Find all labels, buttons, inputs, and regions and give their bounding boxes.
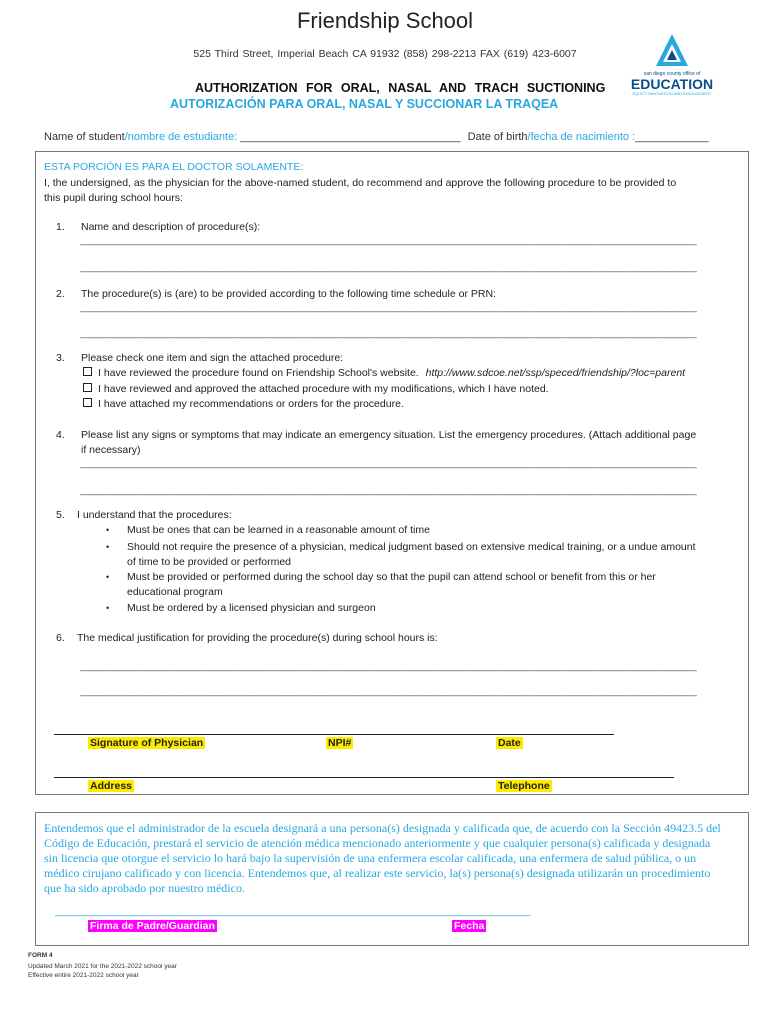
title-spanish: AUTORIZACIÓN PARA ORAL, NASAL Y SUCCIONAR LA TRAQEA [170, 97, 559, 111]
item-4-text-1: Please list any signs or symptoms that may indicate an emergency situation. List the emergency procedures. (Attach additional page [81, 429, 697, 441]
address-label: Address [90, 780, 133, 792]
item-5-bullet-1: Must be ones that can be learned in a reasonable amount of time [127, 524, 430, 536]
checkbox-icon[interactable] [83, 383, 92, 392]
parent-signature-line[interactable]: ________________________________________________________________________________________________________ [55, 906, 530, 917]
item-3-option-3[interactable]: I have attached my recommendations or orders for the procedure. [83, 398, 404, 410]
item-1-text: Name and description of procedure(s): [81, 221, 261, 233]
item-4-field-a[interactable]: _______________________________________________________________________________________________________________________________________ [80, 458, 696, 469]
physician-section [35, 151, 749, 795]
item-2-field-b[interactable]: _______________________________________________________________________________________________________________________________________ [80, 328, 696, 339]
item-5-bullet-3b: educational program [127, 586, 223, 598]
bullet: • [106, 525, 110, 535]
date-label: Date [498, 737, 521, 749]
school-address: 525 Third Street, Imperial Beach CA 91932 (858) 298-2213 FAX (619) 423-6007 [193, 48, 577, 60]
item-3-option-2[interactable]: I have reviewed and approved the attached procedure with my modifications, which I have noted. [83, 383, 549, 395]
item-2-text: The procedure(s) is (are) to be provided according to the following time schedule or PRN: [81, 288, 496, 300]
form-number: FORM 4 [28, 952, 53, 959]
school-name: Friendship School [296, 8, 474, 33]
item-6-field-b[interactable]: _______________________________________________________________________________________________________________________________________ [80, 686, 696, 697]
logo-top-text: san diego county office of [643, 71, 701, 77]
item-1-field-b[interactable]: _______________________________________________________________________________________________________________________________________ [80, 262, 696, 273]
student-info-line [44, 131, 709, 143]
logo-main-text: EDUCATION [630, 76, 714, 92]
physician-intro-line2: this pupil during school hours: [44, 192, 183, 204]
procedure-url[interactable]: http://www.sdcoe.net/ssp/speced/friendship/?loc=parent [425, 367, 686, 379]
firma-label: Firma de Padre/Guardian [90, 920, 215, 932]
item-2-field-a[interactable]: _______________________________________________________________________________________________________________________________________ [80, 302, 696, 313]
item-4-field-b[interactable]: _______________________________________________________________________________________________________________________________________ [80, 485, 696, 496]
dob-label-es: /fecha de nacimiento : [527, 131, 636, 143]
updated-note: Updated March 2021 for the 2021-2022 school year [28, 963, 177, 970]
physician-signature-line[interactable] [54, 734, 614, 735]
student-name-field[interactable]: ____________________________________ [237, 131, 461, 143]
address-line[interactable] [54, 777, 674, 778]
item-3-number: 3. [56, 352, 65, 364]
item-5-bullet-2a: Should not require the presence of a physician, medical judgment based on extensive medical training, or a undue amount [127, 541, 696, 553]
fecha-label: Fecha [454, 920, 485, 932]
parent-statement-es: Entendemos que el administrador de la escuela designará a una persona(s) designada y calificada que, de acuerdo con la Sección 49423.5 del Código de Educación, prestará el servicio de atención médica mencionado anteriormente y que cualquier persona(s) calificada y designada sin licencia que otorgue el servicio lo hará bajo la supervisión de una enfermera escolar calificada, una enfermera de salud pública, o un médico cirujano calificado y con licencia. Entendemos que, al realizar este servicio, la(s) persona(s) designada utilizarán un procedimiento que ha sido aprobado por nuestro médico. [44, 821, 721, 895]
dob-field[interactable]: ____________ [635, 131, 709, 143]
item-6-field-a[interactable]: _______________________________________________________________________________________________________________________________________ [80, 661, 696, 672]
checkbox-icon[interactable] [83, 367, 92, 376]
triangle-logo-icon [630, 32, 714, 72]
student-name-label-es: /nombre de estudiante: [124, 131, 238, 143]
item-5-text: I understand that the procedures: [77, 509, 232, 521]
item-5-bullet-2b: of time to be provided or performed [127, 556, 292, 568]
item-6-number: 6. [56, 632, 65, 644]
title-english: AUTHORIZATION FOR ORAL, NASAL AND TRACH SUCTIONING [195, 81, 606, 95]
effective-note: Effective entire 2021-2022 school year [28, 972, 139, 979]
item-2-number: 2. [56, 288, 65, 300]
sdcoe-logo [630, 32, 714, 100]
item-6-text: The medical justification for providing the procedure(s) during school hours is: [77, 632, 438, 644]
item-5-bullet-4: Must be ordered by a licensed physician and surgeon [127, 602, 376, 614]
item-1-field-a[interactable]: _______________________________________________________________________________________________________________________________________ [80, 235, 696, 246]
dob-label: Date of birth [467, 131, 528, 143]
doctor-only-note: ESTA PORCIÓN ES PARA EL DOCTOR SOLAMENTE: [44, 161, 304, 173]
item-1-number: 1. [56, 221, 65, 233]
student-name-label: Name of student [44, 131, 125, 143]
logo-sub-text: EQUITY INNOVATION AND ENGAGEMENT [632, 91, 712, 96]
item-3-text: Please check one item and sign the attached procedure: [81, 352, 344, 364]
item-4-number: 4. [56, 429, 65, 441]
bullet: • [106, 572, 110, 582]
item-5-bullet-3a: Must be provided or performed during the school day so that the pupil can attend school or benefit from this or her [127, 571, 656, 583]
npi-label: NPI# [328, 737, 352, 749]
bullet: • [106, 603, 110, 613]
physician-intro-line1: I, the undersigned, as the physician for the above-named student, do recommend and approve the following procedure to be provided to [44, 177, 677, 189]
item-4-text-2: if necessary) [81, 444, 141, 456]
item-3-option-1[interactable]: I have reviewed the procedure found on Friendship School's website. http://www.sdcoe.net/ssp/speced/friendship/?loc=parent [83, 367, 685, 379]
signature-of-physician-label: Signature of Physician [90, 737, 204, 749]
bullet: • [106, 542, 110, 552]
item-5-number: 5. [56, 509, 65, 521]
checkbox-icon[interactable] [83, 398, 92, 407]
telephone-label: Telephone [498, 780, 550, 792]
